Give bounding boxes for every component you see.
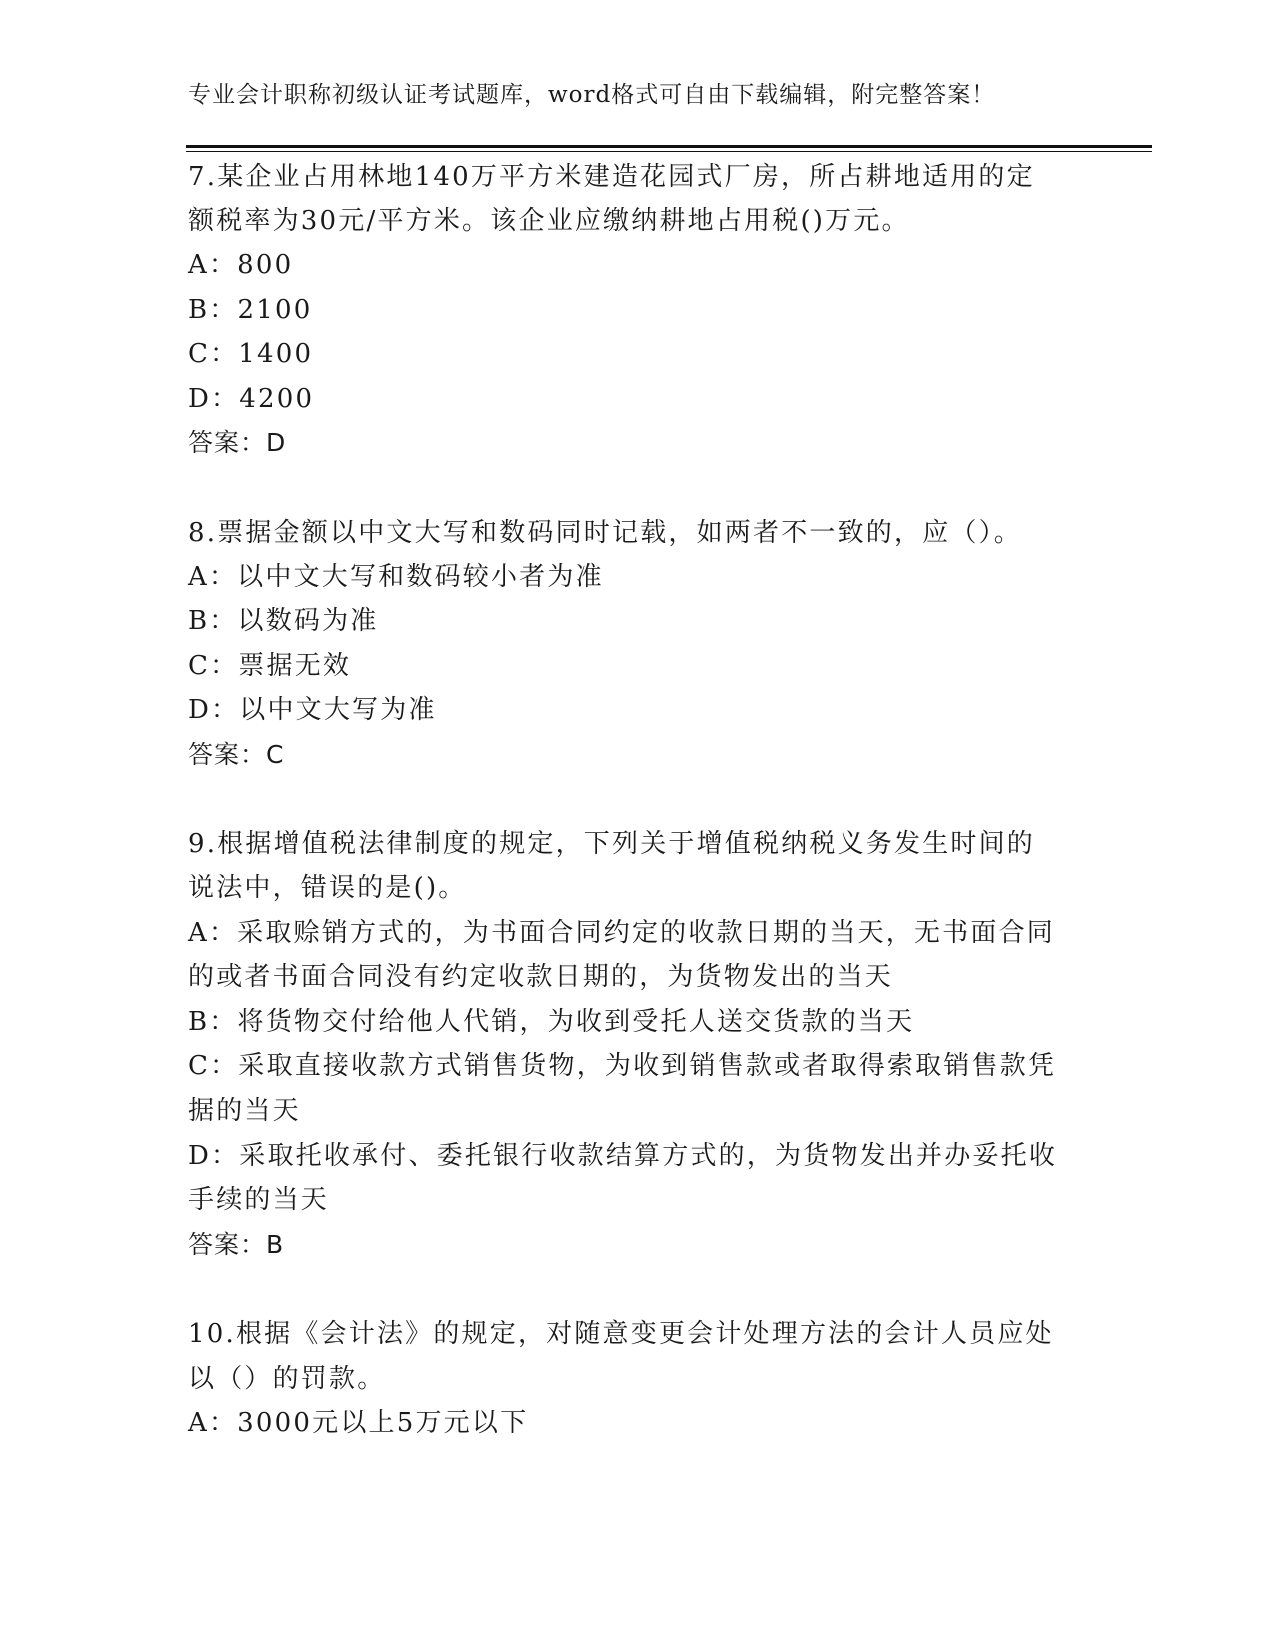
question-9-option-b: B：将货物交付给他人代销，为收到受托人送交货款的当天 xyxy=(188,1007,915,1037)
question-7-option-d: D：4200 xyxy=(188,384,315,414)
question-7-answer: 答案：D xyxy=(188,428,287,457)
question-8-option-d: D：以中文大写为准 xyxy=(188,695,437,725)
page-header: 专业会计职称初级认证考试题库，word格式可自由下载编辑，附完整答案！ xyxy=(188,82,996,108)
question-9-option-c-line-2: 据的当天 xyxy=(188,1096,301,1126)
question-7-stem-line-2: 额税率为30元/平方米。该企业应缴纳耕地占用税()万元。 xyxy=(188,206,910,236)
question-8-option-b: B：以数码为准 xyxy=(188,606,379,636)
question-10-stem-line-1: 10.根据《会计法》的规定，对随意变更会计处理方法的会计人员应处 xyxy=(188,1319,1054,1349)
question-9-option-a-line-2: 的或者书面合同没有约定收款日期的，为货物发出的当天 xyxy=(188,962,894,992)
question-9-option-c-line-1: C：采取直接收款方式销售货物，为收到销售款或者取得索取销售款凭 xyxy=(188,1051,1057,1081)
question-9-stem-line-2: 说法中，错误的是()。 xyxy=(188,873,467,903)
question-9-stem-line-1: 9.根据增值税法律制度的规定，下列关于增值税纳税义务发生时间的 xyxy=(188,829,1036,859)
question-10-stem-line-2: 以（）的罚款。 xyxy=(188,1364,386,1394)
question-9-option-d-line-1: D：采取托收承付、委托银行收款结算方式的，为货物发出并办妥托收 xyxy=(188,1141,1058,1171)
question-10-option-a: A：3000元以上5万元以下 xyxy=(188,1408,529,1438)
header-rule-thin xyxy=(186,151,1152,152)
question-7-stem-line-1: 7.某企业占用林地140万平方米建造花园式厂房，所占耕地适用的定 xyxy=(188,162,1035,192)
question-9-answer: 答案：B xyxy=(188,1230,285,1259)
question-8-stem-line-1: 8.票据金额以中文大写和数码同时记载，如两者不一致的，应（）。 xyxy=(188,518,1023,548)
question-8-option-a: A：以中文大写和数码较小者为准 xyxy=(188,562,604,592)
question-8-answer: 答案：C xyxy=(188,740,285,769)
question-9-option-d-line-2: 手续的当天 xyxy=(188,1185,330,1215)
question-7-option-a: A：800 xyxy=(188,250,294,280)
question-8-option-c: C：票据无效 xyxy=(188,651,352,681)
question-7-option-c: C：1400 xyxy=(188,339,314,369)
question-9-option-a-line-1: A：采取赊销方式的，为书面合同约定的收款日期的当天，无书面合同 xyxy=(188,918,1055,948)
header-rule-thick xyxy=(186,145,1152,148)
question-7-option-b: B：2100 xyxy=(188,295,313,325)
